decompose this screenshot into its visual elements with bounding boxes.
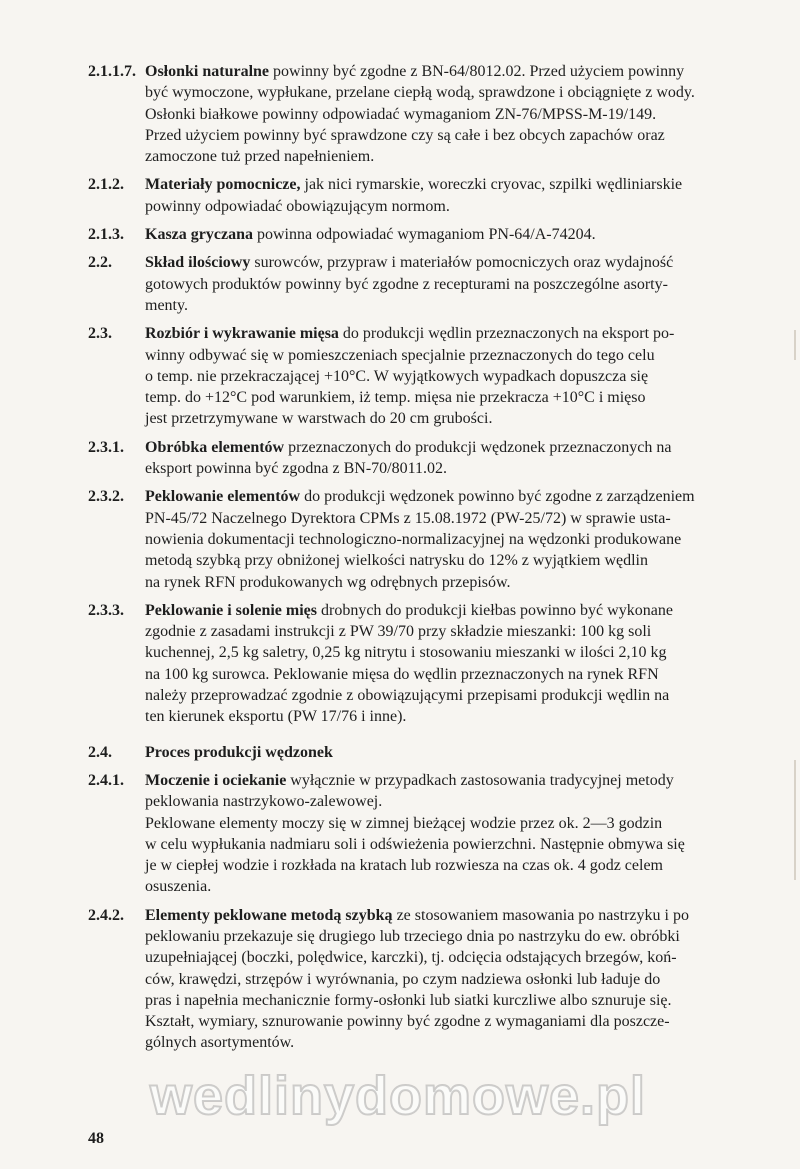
- section-2-3-1: [88, 437, 760, 480]
- section-text: do produkcji wędlin przeznaczonych na eksport po-: [338, 325, 675, 343]
- text-line: metodą szybką przy obniżonej wielkości natrysku do 12% z wyjątkiem wędlin: [145, 552, 648, 570]
- section-2-3-2: [88, 486, 760, 592]
- text-line: winny odbywać się w pomieszczeniach specjalnie przeznaczonych do tego celu: [145, 346, 655, 364]
- section-2-3: [88, 323, 760, 429]
- text-line: należy przeprowadzać zgodnie z obowiązującymi przepisami produkcji wędlin na: [145, 687, 670, 705]
- section-body: [145, 742, 757, 763]
- text-line: w celu wypłukania nadmiaru soli i odświeżenia powierzchni. Następnie obmywa się: [145, 835, 685, 853]
- section-text: wyłącznie w przypadkach zastosowania tradycyjnej metody: [286, 771, 674, 789]
- text-line: na rynek RFN produkowanych wg odrębnych przepisów.: [145, 573, 511, 591]
- text-line: kuchennej, 2,5 kg saletry, 0,25 kg nitrytu i stosowaniu mieszanki w ilości 2,10 kg: [145, 644, 667, 662]
- text-line: ten kierunek eksportu (PW 17/76 i inne).: [145, 708, 407, 726]
- text-line: [145, 600, 757, 621]
- section-2-1-1-7: [88, 61, 760, 167]
- section-number: 2.4.: [88, 743, 112, 761]
- section-2-4-1: [88, 770, 760, 898]
- text-line: osuszenia.: [145, 878, 212, 896]
- section-number: 2.3.1.: [88, 438, 124, 456]
- section-number: 2.3.: [88, 325, 112, 343]
- text-line: zamoczone tuż przed napełnieniem.: [145, 148, 375, 166]
- section-lead: Materiały pomocnicze,: [145, 176, 301, 194]
- text-line: temp. do +12°C pod warunkiem, iż temp. mięsa nie przekracza +10°C i mięso: [145, 389, 646, 407]
- section-body: [145, 600, 757, 728]
- section-text: ze stosowaniem masowania po nastrzyku i po: [392, 906, 689, 924]
- section-lead: Osłonki naturalne: [145, 63, 270, 80]
- section-lead: Kasza gryczana: [145, 226, 253, 244]
- section-number: 2.3.3.: [88, 601, 124, 619]
- section-number: 2.3.2.: [88, 488, 124, 506]
- text-line: [145, 742, 757, 763]
- text-line: na 100 kg surowca. Peklowanie mięsa do wędlin przeznaczonych na rynek RFN: [145, 665, 659, 683]
- section-number: 2.1.3.: [88, 226, 124, 244]
- text-line: nowienia dokumentacji technologiczno-normalizacyjnej na wędzonki produkowane: [145, 530, 682, 548]
- section-number: 2.2.: [88, 254, 112, 272]
- section-text: przeznaczonych do produkcji wędzonek przeznaczonych na: [284, 438, 672, 456]
- text-line: menty.: [145, 296, 188, 314]
- text-line: [145, 224, 757, 245]
- section-body: [145, 437, 757, 480]
- section-text: powinny być zgodne z BN-64/8012.02. Przed użyciem powinny: [269, 63, 685, 80]
- text-line: Przed użyciem powinny być sprawdzone czy są całe i bez obcych zapachów oraz: [145, 126, 665, 144]
- section-lead: Peklowanie i solenie mięs: [145, 601, 317, 619]
- text-line: Kształt, wymiary, sznurowanie powinny być zgodne z wymaganiami dla poszcze-: [145, 1013, 670, 1031]
- text-line: [145, 486, 757, 507]
- section-lead: Elementy peklowane metodą szybką: [145, 906, 393, 924]
- page-number: 48: [88, 1129, 104, 1147]
- text-line: jest przetrzymywane w warstwach do 20 cm grubości.: [145, 410, 493, 428]
- text-line: peklowania nastrzykowo-zalewowej.: [145, 793, 383, 811]
- text-line: [145, 770, 757, 791]
- text-line: [145, 905, 757, 926]
- text-line: [145, 437, 757, 458]
- section-body: [145, 224, 757, 245]
- section-number: 2.1.1.7.: [88, 63, 136, 80]
- text-line: powinny odpowiadać obowiązującym normom.: [145, 197, 450, 215]
- section-body: [145, 905, 757, 1054]
- text-line: pras i napełnia mechanicznie formy-osłonki lub siatki kurczliwe albo sznuruje się.: [145, 991, 672, 1009]
- section-body: [145, 174, 757, 217]
- section-body: [145, 323, 757, 429]
- text-line: uzupełniającej (boczki, polędwice, karczki), tj. odcięcia odstających brzegów, koń-: [145, 949, 677, 967]
- section-text: do produkcji wędzonek powinno być zgodne z zarządzeniem: [300, 488, 695, 506]
- section-2-3-3: [88, 600, 760, 728]
- section-2-1-2: [88, 174, 760, 217]
- text-line: Peklowane elementy moczy się w zimnej bieżącej wodzie przez ok. 2—3 godzin: [145, 814, 663, 832]
- text-line: [145, 61, 757, 82]
- text-line: [145, 174, 757, 195]
- text-line: Osłonki białkowe powinny odpowiadać wymaganiom ZN-76/MPSS-M-19/149.: [145, 105, 657, 123]
- text-line: ców, krawędzi, strzępów i wyrównania, po czym nadziewa osłonki lub ładuje do: [145, 970, 661, 988]
- section-body: [145, 486, 757, 592]
- section-body: [145, 770, 757, 898]
- text-line: je w ciepłej wodzie i rozkłada na kratach lub rozwiesza na czas ok. 4 godz celem: [145, 857, 663, 875]
- text-line: gotowych produktów powinny być zgodne z recepturami na poszczególne asorty-: [145, 275, 668, 293]
- section-text: powinna odpowiadać wymaganiom PN-64/A-74204.: [252, 226, 596, 244]
- text-line: być wymoczone, wypłukane, przelane ciepłą wodą, sprawdzone i obciągnięte z wody.: [145, 84, 695, 102]
- page-edge-mark: [794, 330, 796, 360]
- text-line: [145, 252, 757, 273]
- page-edge-mark: [794, 760, 796, 880]
- section-body: [145, 61, 757, 167]
- section-2-2: [88, 252, 760, 316]
- text-line: eksport powinna być zgodna z BN-70/8011.02.: [145, 460, 448, 478]
- section-number: 2.1.2.: [88, 176, 124, 194]
- document-page: [88, 0, 760, 1149]
- section-body: [145, 252, 757, 316]
- text-line: zgodnie z zasadami instrukcji z PW 39/70 przy składzie mieszanki: 100 kg soli: [145, 623, 652, 641]
- section-lead: Proces produkcji wędzonek: [145, 743, 333, 761]
- section-lead: Moczenie i ociekanie: [145, 771, 287, 789]
- section-lead: Peklowanie elementów: [145, 488, 301, 506]
- text-line: peklowaniu przekazuje się drugiego lub trzeciego dnia po nastrzyku do ew. obróbki: [145, 927, 680, 945]
- section-2-4-2: [88, 905, 760, 1054]
- section-lead: Skład ilościowy: [145, 254, 251, 272]
- watermark: wedlinydomowe.pl: [150, 1065, 647, 1126]
- section-text: surowców, przypraw i materiałów pomocniczych oraz wydajność: [250, 254, 674, 272]
- text-line: [145, 323, 757, 344]
- section-text: drobnych do produkcji kiełbas powinno być wykonane: [316, 601, 673, 619]
- sections: [88, 61, 760, 1054]
- section-number: 2.4.1.: [88, 771, 124, 789]
- section-2-4: [88, 742, 760, 763]
- section-lead: Rozbiór i wykrawanie mięsa: [145, 325, 339, 343]
- section-lead: Obróbka elementów: [145, 438, 285, 456]
- text-line: gólnych asortymentów.: [145, 1034, 295, 1052]
- text-line: o temp. nie przekraczającej +10°C. W wyjątkowych wypadkach dopuszcza się: [145, 367, 649, 385]
- section-number: 2.4.2.: [88, 906, 124, 924]
- text-line: PN-45/72 Naczelnego Dyrektora CPMs z 15.08.1972 (PW-25/72) w sprawie usta-: [145, 509, 671, 527]
- section-text: jak nici rymarskie, woreczki cryovac, szpilki wędliniarskie: [300, 176, 683, 194]
- section-2-1-3: [88, 224, 760, 245]
